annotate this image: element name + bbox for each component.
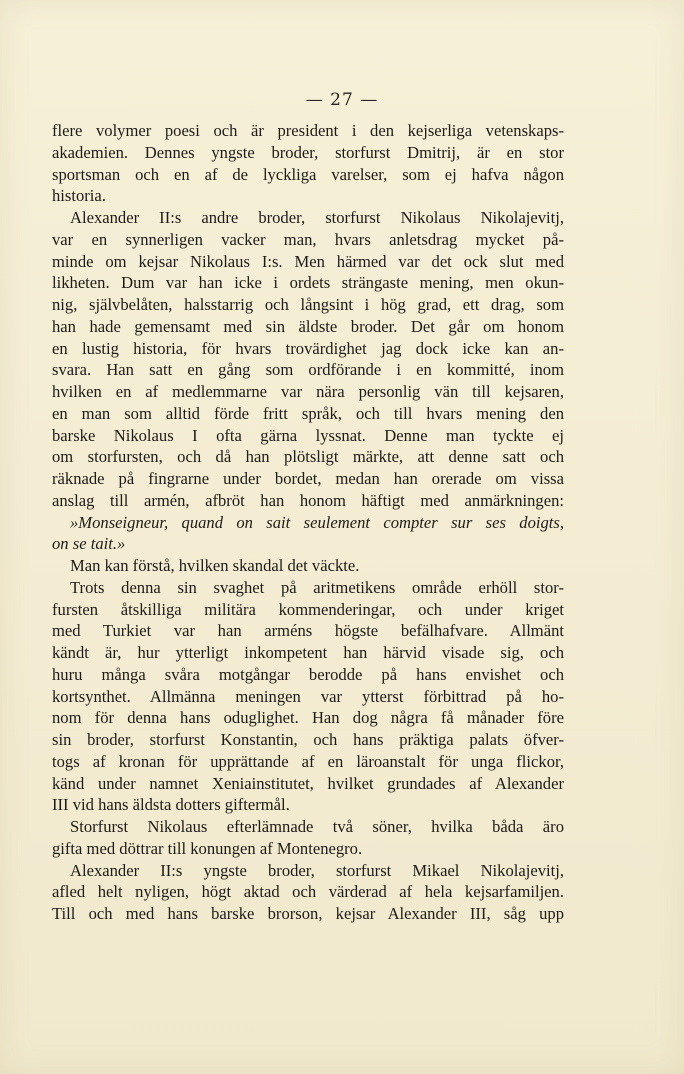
text-line: en lustig historia, för hvars trovärdighet jag dock icke kan an- [52, 338, 564, 358]
text-line: var en synnerligen vacker man, hvars anletsdrag mycket på- [52, 229, 564, 249]
quote-line: »Monseigneur, quand on sait seulement compter sur ses doigts, [70, 512, 564, 532]
text-line: svara. Han satt en gång som ordförande i en kommitté, inom [52, 360, 564, 380]
text-line: huru många svåra motgångar berodde på hans envishet och [52, 664, 564, 684]
text-line: med Turkiet var han arméns högste befälhafvare. Allmänt [52, 621, 564, 641]
text-line: nig, självbelåten, halsstarrig och långsint i hög grad, ett drag, som [52, 295, 564, 314]
text-line: historia. [52, 186, 106, 206]
text-line: känd under namnet Xeniainstitutet, hvilket grundades af Alexander [52, 773, 564, 793]
text-line: togs af kronan för upprättande af en läroanstalt för unga flickor, [52, 751, 564, 771]
text-line: flere volymer poesi och är president i den kejserliga vetenskaps- [52, 121, 564, 140]
text-line: han hade gemensamt med sin äldste broder. Det går om honom [52, 316, 564, 336]
text-line: Till och med hans barske brorson, kejsar Alexander III, såg upp [52, 904, 564, 923]
quote-line: on se tait.» [52, 534, 126, 554]
text-line: kändt är, hur ytterligt inkompetent han härvid visade sig, och [52, 643, 564, 662]
text-line: en man som alltid förde fritt språk, och till hvars mening den [52, 403, 564, 423]
paragraph-start-line: Alexander II:s yngste broder, storfurst Mikael Nikolajevitj, [70, 860, 564, 880]
text-line: sin broder, storfurst Konstantin, och hans präktiga palats öfver- [52, 730, 564, 749]
paragraph-start-line: Alexander II:s andre broder, storfurst Nikolaus Nikolajevitj, [70, 208, 564, 227]
text-line: minde om kejsar Nikolaus I:s. Men härmed var det ock slut med [52, 251, 564, 271]
text-line: nom för denna hans oduglighet. Han dog några få månader före [52, 708, 564, 728]
text-line: kortsynthet. Allmänna meningen var ytterst förbittrad på ho- [52, 686, 564, 706]
text-line: anslag till armén, afbröt han honom häftigt med anmärkningen: [52, 490, 564, 510]
text-line: barske Nikolaus I ofta gärna lyssnat. Denne man tyckte ej [52, 425, 564, 445]
text-line: akademien. Dennes yngste broder, storfurst Dmitrij, är en stor [52, 142, 564, 162]
text-line: gifta med döttrar till konungen af Montenegro. [52, 838, 363, 858]
page-number: — 27 — [305, 90, 379, 110]
paragraph-start-line: Storfurst Nikolaus efterlämnade två söner, hvilka båda äro [70, 817, 564, 836]
text-line: likheten. Dum var han icke i ordets strängaste mening, men okun- [52, 273, 564, 293]
text-line: hvilken en af medlemmarne var nära personlig vän till kejsaren, [52, 382, 564, 401]
text-line: sportsman och en af de lyckliga varelser, som ej hafva någon [52, 164, 564, 184]
paragraph-start-line: Man kan förstå, hvilken skandal det väckte. [70, 556, 360, 575]
text-line: fursten åtskilliga militära kommenderingar, och under kriget [52, 599, 564, 619]
text-line: afled helt nyligen, högt aktad och värderad af hela kejsarfamiljen. [52, 882, 564, 902]
body-text [52, 120, 564, 925]
text-line: räknade på fingrarne under bordet, medan han orerade om vissa [52, 469, 564, 488]
paragraph-start-line: Trots denna sin svaghet på aritmetikens område erhöll stor- [70, 577, 564, 597]
text-line: om storfursten, och då han plötsligt märkte, att denne satt och [52, 447, 564, 467]
text-line: III vid hans äldsta dotters giftermål. [52, 795, 290, 815]
